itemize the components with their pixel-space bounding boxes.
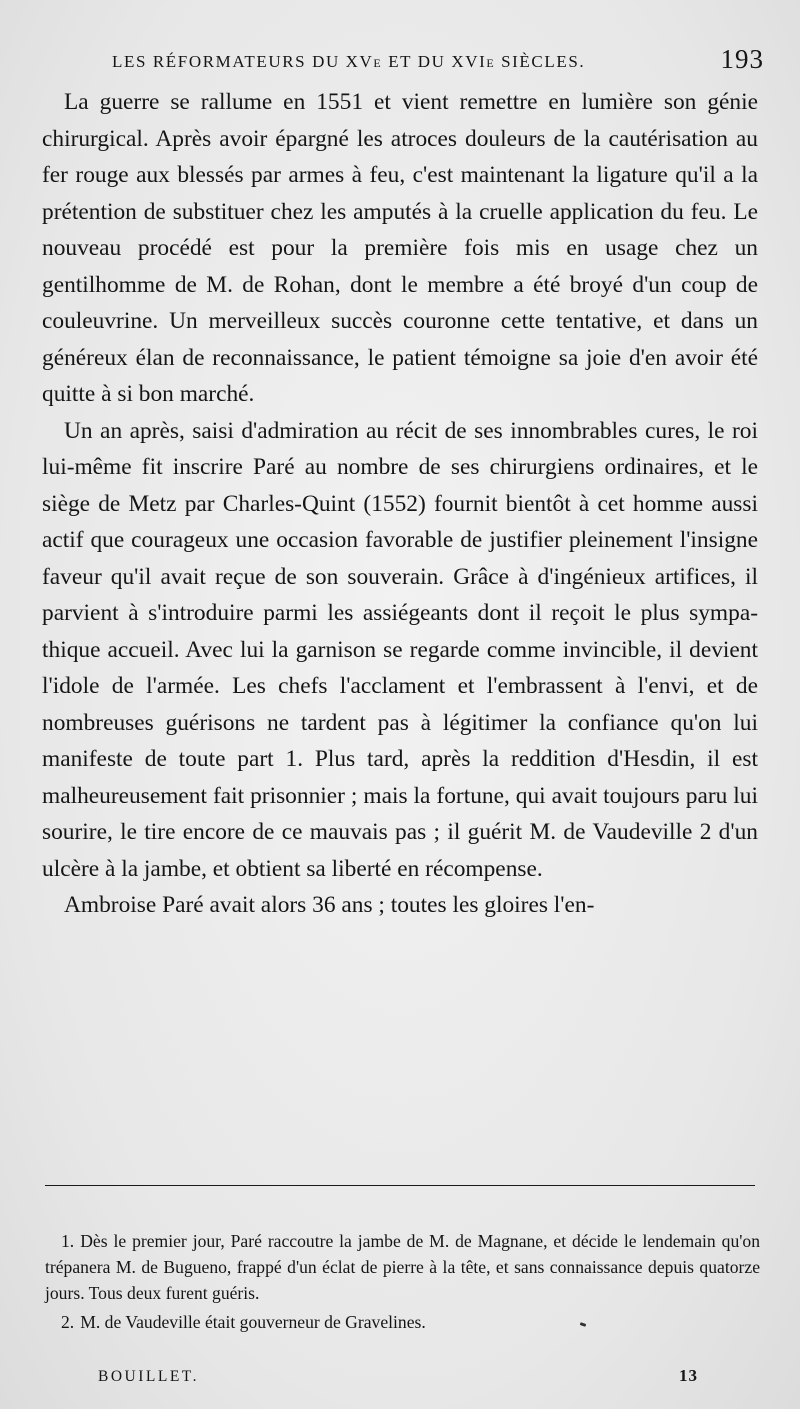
- running-title: LES RÉFORMATEURS DU XVe ET DU XVIe SIÈCLES.: [112, 52, 586, 71]
- signature-author: BOUILLET.: [98, 1368, 199, 1385]
- footnote: [45, 1309, 760, 1335]
- footnote-divider: [45, 1185, 755, 1186]
- paragraph: Ambroise Paré avait alors 36 ans ; toutes les gloires l'en-: [64, 892, 595, 918]
- footnote: [45, 1228, 760, 1306]
- footnotes: [45, 1228, 760, 1338]
- footnote-mark: 1.: [61, 1231, 75, 1251]
- footnote-text: Dès le premier jour, Paré raccoutre la jambe de M. de Magnane, et décide le lendemain qu'on trépanera M. de Bugueno, frappé d'un éclat de pierre à la tête, et sans connaissance depuis quatorze jours. Tous deux furent guéris.: [45, 1231, 760, 1303]
- body-text: [42, 84, 758, 924]
- paragraph: Un an après, saisi d'admiration au récit de ses innombrables cures, le roi lui-même fit inscrire Paré au nombre de ses chirurgiens ordinaires, et le siège de Metz par Charles-Quint (1552) fournit bientôt à cet homme aussi actif que courageux une occasion favorable de justifier pleinement l'insigne faveur qu'il avait reçue de son souverain. Grâce à d'ingénieux artifices, il parvient à s'introduire parmi les assiégeants dont il reçoit le plus sympathique accueil. Avec lui la garnison se regarde comme invincible, il devient l'idole de l'armée. Les chefs l'acclament et l'embrassent à l'envi, et de nombreuses guérisons ne tardent pas à légitimer la confiance qu'on lui manifeste de toute part 1. Plus tard, après la reddition d'Hesdin, il est malheureusement fait prisonnier ; mais la fortune, qui avait toujours paru lui sourire, le tire encore de ce mauvais pas ; il guérit M. de Vaudeville 2 d'un ulcère à la jambe, et obtient sa liberté en récompense.: [42, 417, 758, 882]
- footnote-text: M. de Vaudeville était gouverneur de Gravelines.: [80, 1312, 426, 1332]
- page-number: 193: [720, 44, 764, 74]
- signature-number: 13: [679, 1366, 698, 1385]
- paragraph: La guerre se rallume en 1551 et vient remettre en lumière son génie chirurgical. Après avoir épargné les atroces douleurs de la cautérisation au fer rouge aux blessés par armes à feu, c'est maintenant la ligature qu'il a la prétention de substituer chez les amputés à la cruelle application du feu. Le nouveau procédé est pour la première fois mis en usage chez un gentilhomme de M. de Rohan, dont le membre a été broyé d'un coup de couleuvrine. Un merveilleux succès couronne cette tentative, et dans un généreux élan de reconnaissance, le patient témoigne sa joie d'en avoir été quitte à si bon marché.: [42, 89, 758, 407]
- footnote-mark: 2.: [61, 1312, 75, 1332]
- running-header: [112, 44, 764, 80]
